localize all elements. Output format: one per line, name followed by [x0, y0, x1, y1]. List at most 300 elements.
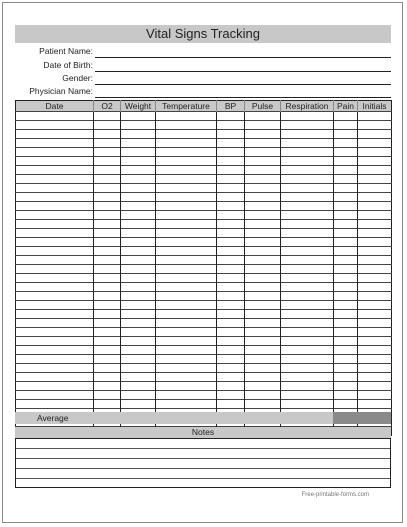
table-cell[interactable] [156, 355, 217, 364]
table-cell[interactable] [358, 346, 392, 355]
table-cell[interactable] [156, 301, 217, 310]
table-cell[interactable] [358, 238, 392, 247]
table-cell[interactable] [121, 256, 156, 265]
table-cell[interactable] [16, 220, 94, 229]
table-cell[interactable] [94, 238, 121, 247]
table-cell[interactable] [16, 292, 94, 301]
table-cell[interactable] [334, 400, 358, 409]
table-cell[interactable] [121, 247, 156, 256]
table-cell[interactable] [281, 364, 334, 373]
table-cell[interactable] [217, 220, 245, 229]
table-cell[interactable] [16, 301, 94, 310]
table-cell[interactable] [16, 382, 94, 391]
table-cell[interactable] [121, 139, 156, 148]
table-cell[interactable] [217, 301, 245, 310]
table-cell[interactable] [334, 301, 358, 310]
table-cell[interactable] [281, 292, 334, 301]
table-cell[interactable] [217, 256, 245, 265]
table-cell[interactable] [94, 166, 121, 175]
table-cell[interactable] [121, 337, 156, 346]
table-cell[interactable] [156, 346, 217, 355]
table-cell[interactable] [281, 373, 334, 382]
table-cell[interactable] [16, 202, 94, 211]
table-cell[interactable] [334, 346, 358, 355]
table-cell[interactable] [217, 382, 245, 391]
table-cell[interactable] [156, 202, 217, 211]
table-cell[interactable] [245, 337, 281, 346]
table-cell[interactable] [16, 247, 94, 256]
table-cell[interactable] [156, 274, 217, 283]
table-cell[interactable] [358, 220, 392, 229]
table-cell[interactable] [334, 211, 358, 220]
table-cell[interactable] [94, 355, 121, 364]
table-cell[interactable] [94, 229, 121, 238]
table-cell[interactable] [156, 175, 217, 184]
table-cell[interactable] [334, 130, 358, 139]
table-cell[interactable] [334, 220, 358, 229]
table-cell[interactable] [121, 346, 156, 355]
table-cell[interactable] [156, 283, 217, 292]
table-cell[interactable] [94, 274, 121, 283]
table-cell[interactable] [358, 364, 392, 373]
table-cell[interactable] [281, 175, 334, 184]
table-cell[interactable] [156, 148, 217, 157]
table-cell[interactable] [281, 319, 334, 328]
table-cell[interactable] [121, 202, 156, 211]
table-cell[interactable] [245, 283, 281, 292]
table-cell[interactable] [94, 301, 121, 310]
table-cell[interactable] [16, 211, 94, 220]
table-cell[interactable] [358, 265, 392, 274]
table-cell[interactable] [217, 229, 245, 238]
table-cell[interactable] [281, 220, 334, 229]
table-cell[interactable] [217, 130, 245, 139]
table-cell[interactable] [281, 247, 334, 256]
physician-name-field[interactable] [15, 85, 391, 98]
table-cell[interactable] [16, 337, 94, 346]
table-cell[interactable] [16, 175, 94, 184]
table-cell[interactable] [217, 184, 245, 193]
table-cell[interactable] [245, 382, 281, 391]
table-cell[interactable] [16, 148, 94, 157]
table-cell[interactable] [281, 112, 334, 121]
table-cell[interactable] [245, 184, 281, 193]
table-cell[interactable] [217, 274, 245, 283]
table-cell[interactable] [281, 139, 334, 148]
table-cell[interactable] [217, 157, 245, 166]
table-cell[interactable] [281, 301, 334, 310]
table-cell[interactable] [245, 256, 281, 265]
table-cell[interactable] [16, 274, 94, 283]
table-cell[interactable] [94, 346, 121, 355]
table-cell[interactable] [16, 310, 94, 319]
table-cell[interactable] [281, 229, 334, 238]
table-cell[interactable] [156, 328, 217, 337]
table-cell[interactable] [217, 391, 245, 400]
table-cell[interactable] [358, 292, 392, 301]
table-cell[interactable] [334, 175, 358, 184]
table-cell[interactable] [16, 319, 94, 328]
table-cell[interactable] [217, 238, 245, 247]
table-cell[interactable] [281, 391, 334, 400]
table-cell[interactable] [217, 265, 245, 274]
table-cell[interactable] [94, 112, 121, 121]
table-cell[interactable] [245, 400, 281, 409]
table-cell[interactable] [334, 229, 358, 238]
table-cell[interactable] [121, 121, 156, 130]
table-cell[interactable] [334, 238, 358, 247]
table-cell[interactable] [94, 202, 121, 211]
table-cell[interactable] [156, 265, 217, 274]
table-cell[interactable] [217, 328, 245, 337]
table-cell[interactable] [94, 220, 121, 229]
table-cell[interactable] [217, 373, 245, 382]
table-cell[interactable] [16, 193, 94, 202]
table-cell[interactable] [334, 157, 358, 166]
table-cell[interactable] [358, 391, 392, 400]
table-cell[interactable] [334, 148, 358, 157]
table-cell[interactable] [94, 130, 121, 139]
table-cell[interactable] [358, 337, 392, 346]
table-cell[interactable] [121, 310, 156, 319]
table-cell[interactable] [121, 265, 156, 274]
table-cell[interactable] [94, 211, 121, 220]
table-cell[interactable] [245, 346, 281, 355]
table-cell[interactable] [334, 184, 358, 193]
table-cell[interactable] [121, 211, 156, 220]
table-cell[interactable] [281, 328, 334, 337]
table-cell[interactable] [245, 373, 281, 382]
table-cell[interactable] [156, 310, 217, 319]
table-cell[interactable] [217, 121, 245, 130]
table-cell[interactable] [334, 166, 358, 175]
table-cell[interactable] [281, 184, 334, 193]
table-cell[interactable] [334, 256, 358, 265]
table-cell[interactable] [121, 382, 156, 391]
table-cell[interactable] [245, 130, 281, 139]
table-cell[interactable] [334, 283, 358, 292]
table-cell[interactable] [217, 346, 245, 355]
table-cell[interactable] [121, 175, 156, 184]
table-cell[interactable] [156, 139, 217, 148]
table-cell[interactable] [245, 274, 281, 283]
table-cell[interactable] [281, 211, 334, 220]
table-cell[interactable] [245, 391, 281, 400]
table-cell[interactable] [358, 211, 392, 220]
table-cell[interactable] [16, 229, 94, 238]
table-cell[interactable] [334, 328, 358, 337]
table-cell[interactable] [94, 400, 121, 409]
table-cell[interactable] [245, 229, 281, 238]
table-cell[interactable] [121, 220, 156, 229]
table-cell[interactable] [334, 337, 358, 346]
table-cell[interactable] [156, 400, 217, 409]
table-cell[interactable] [334, 274, 358, 283]
table-cell[interactable] [281, 157, 334, 166]
table-cell[interactable] [245, 238, 281, 247]
table-cell[interactable] [121, 283, 156, 292]
table-cell[interactable] [358, 256, 392, 265]
table-cell[interactable] [358, 229, 392, 238]
table-cell[interactable] [217, 175, 245, 184]
table-cell[interactable] [358, 328, 392, 337]
table-cell[interactable] [334, 247, 358, 256]
table-cell[interactable] [217, 112, 245, 121]
table-cell[interactable] [121, 130, 156, 139]
table-cell[interactable] [358, 112, 392, 121]
table-cell[interactable] [94, 139, 121, 148]
table-cell[interactable] [281, 400, 334, 409]
table-cell[interactable] [358, 373, 392, 382]
table-cell[interactable] [94, 337, 121, 346]
table-cell[interactable] [94, 157, 121, 166]
table-cell[interactable] [358, 130, 392, 139]
table-cell[interactable] [358, 193, 392, 202]
table-cell[interactable] [217, 148, 245, 157]
table-cell[interactable] [358, 400, 392, 409]
table-cell[interactable] [94, 175, 121, 184]
table-cell[interactable] [281, 355, 334, 364]
table-cell[interactable] [281, 121, 334, 130]
table-cell[interactable] [245, 355, 281, 364]
table-cell[interactable] [16, 112, 94, 121]
table-cell[interactable] [156, 391, 217, 400]
table-cell[interactable] [217, 319, 245, 328]
table-cell[interactable] [16, 355, 94, 364]
table-cell[interactable] [358, 382, 392, 391]
table-cell[interactable] [156, 292, 217, 301]
table-cell[interactable] [156, 364, 217, 373]
table-cell[interactable] [94, 193, 121, 202]
table-cell[interactable] [121, 274, 156, 283]
table-cell[interactable] [358, 157, 392, 166]
table-cell[interactable] [358, 148, 392, 157]
table-cell[interactable] [156, 337, 217, 346]
table-cell[interactable] [245, 193, 281, 202]
table-cell[interactable] [16, 373, 94, 382]
table-cell[interactable] [281, 256, 334, 265]
table-cell[interactable] [121, 148, 156, 157]
table-cell[interactable] [245, 157, 281, 166]
table-cell[interactable] [94, 184, 121, 193]
table-cell[interactable] [156, 373, 217, 382]
table-cell[interactable] [245, 139, 281, 148]
table-cell[interactable] [156, 157, 217, 166]
table-cell[interactable] [281, 148, 334, 157]
table-cell[interactable] [156, 193, 217, 202]
table-cell[interactable] [156, 319, 217, 328]
table-cell[interactable] [217, 139, 245, 148]
table-cell[interactable] [358, 247, 392, 256]
table-cell[interactable] [334, 193, 358, 202]
table-cell[interactable] [334, 373, 358, 382]
table-cell[interactable] [156, 220, 217, 229]
table-cell[interactable] [94, 148, 121, 157]
table-cell[interactable] [16, 346, 94, 355]
table-cell[interactable] [94, 310, 121, 319]
table-cell[interactable] [121, 238, 156, 247]
table-cell[interactable] [358, 166, 392, 175]
table-cell[interactable] [334, 139, 358, 148]
table-cell[interactable] [358, 139, 392, 148]
table-cell[interactable] [94, 328, 121, 337]
table-cell[interactable] [217, 337, 245, 346]
table-cell[interactable] [358, 355, 392, 364]
table-cell[interactable] [156, 121, 217, 130]
table-cell[interactable] [121, 166, 156, 175]
table-cell[interactable] [217, 166, 245, 175]
table-cell[interactable] [94, 364, 121, 373]
table-cell[interactable] [334, 265, 358, 274]
table-cell[interactable] [94, 283, 121, 292]
table-cell[interactable] [245, 364, 281, 373]
table-cell[interactable] [281, 238, 334, 247]
table-cell[interactable] [217, 310, 245, 319]
table-cell[interactable] [121, 373, 156, 382]
table-cell[interactable] [156, 238, 217, 247]
table-cell[interactable] [281, 202, 334, 211]
table-cell[interactable] [334, 382, 358, 391]
table-cell[interactable] [245, 112, 281, 121]
table-cell[interactable] [334, 202, 358, 211]
table-cell[interactable] [94, 265, 121, 274]
table-cell[interactable] [245, 292, 281, 301]
date-of-birth-field[interactable] [15, 59, 391, 72]
table-cell[interactable] [334, 391, 358, 400]
table-cell[interactable] [121, 319, 156, 328]
table-cell[interactable] [245, 310, 281, 319]
table-cell[interactable] [94, 382, 121, 391]
table-cell[interactable] [121, 301, 156, 310]
table-cell[interactable] [156, 247, 217, 256]
table-cell[interactable] [16, 139, 94, 148]
table-cell[interactable] [16, 130, 94, 139]
table-cell[interactable] [16, 256, 94, 265]
table-cell[interactable] [94, 319, 121, 328]
table-cell[interactable] [121, 355, 156, 364]
table-cell[interactable] [245, 220, 281, 229]
table-cell[interactable] [16, 391, 94, 400]
table-cell[interactable] [217, 202, 245, 211]
table-cell[interactable] [245, 328, 281, 337]
table-cell[interactable] [94, 256, 121, 265]
table-cell[interactable] [358, 319, 392, 328]
table-cell[interactable] [217, 364, 245, 373]
table-cell[interactable] [16, 265, 94, 274]
table-cell[interactable] [334, 292, 358, 301]
table-cell[interactable] [156, 130, 217, 139]
table-cell[interactable] [94, 247, 121, 256]
table-cell[interactable] [156, 184, 217, 193]
patient-name-line[interactable] [95, 57, 391, 58]
table-cell[interactable] [334, 112, 358, 121]
table-cell[interactable] [358, 202, 392, 211]
table-cell[interactable] [245, 202, 281, 211]
table-cell[interactable] [16, 184, 94, 193]
table-cell[interactable] [217, 247, 245, 256]
table-cell[interactable] [358, 175, 392, 184]
table-cell[interactable] [358, 121, 392, 130]
table-cell[interactable] [156, 166, 217, 175]
table-cell[interactable] [358, 310, 392, 319]
table-cell[interactable] [16, 364, 94, 373]
table-cell[interactable] [245, 319, 281, 328]
table-cell[interactable] [121, 400, 156, 409]
gender-field[interactable] [15, 72, 391, 85]
table-cell[interactable] [16, 121, 94, 130]
table-cell[interactable] [217, 283, 245, 292]
table-cell[interactable] [281, 346, 334, 355]
table-cell[interactable] [334, 355, 358, 364]
physician-name-line[interactable] [95, 97, 391, 98]
table-cell[interactable] [358, 301, 392, 310]
table-cell[interactable] [217, 400, 245, 409]
table-cell[interactable] [245, 301, 281, 310]
table-cell[interactable] [16, 238, 94, 247]
table-cell[interactable] [217, 193, 245, 202]
table-cell[interactable] [121, 364, 156, 373]
table-cell[interactable] [281, 193, 334, 202]
table-cell[interactable] [156, 382, 217, 391]
table-cell[interactable] [94, 292, 121, 301]
table-cell[interactable] [94, 121, 121, 130]
table-cell[interactable] [121, 229, 156, 238]
table-cell[interactable] [16, 166, 94, 175]
table-cell[interactable] [121, 292, 156, 301]
table-cell[interactable] [245, 211, 281, 220]
table-cell[interactable] [121, 328, 156, 337]
table-cell[interactable] [281, 130, 334, 139]
table-cell[interactable] [358, 274, 392, 283]
table-cell[interactable] [245, 148, 281, 157]
table-cell[interactable] [156, 112, 217, 121]
notes-area[interactable] [15, 438, 391, 488]
table-cell[interactable] [156, 256, 217, 265]
table-cell[interactable] [121, 184, 156, 193]
table-cell[interactable] [121, 157, 156, 166]
table-cell[interactable] [358, 184, 392, 193]
table-cell[interactable] [121, 391, 156, 400]
table-cell[interactable] [16, 283, 94, 292]
table-cell[interactable] [121, 112, 156, 121]
table-cell[interactable] [245, 121, 281, 130]
table-cell[interactable] [281, 310, 334, 319]
table-cell[interactable] [16, 400, 94, 409]
table-cell[interactable] [156, 229, 217, 238]
table-cell[interactable] [334, 364, 358, 373]
table-cell[interactable] [245, 265, 281, 274]
table-cell[interactable] [281, 337, 334, 346]
table-cell[interactable] [217, 292, 245, 301]
table-cell[interactable] [358, 283, 392, 292]
table-cell[interactable] [334, 121, 358, 130]
table-cell[interactable] [94, 373, 121, 382]
table-cell[interactable] [94, 391, 121, 400]
table-cell[interactable] [281, 283, 334, 292]
table-cell[interactable] [217, 355, 245, 364]
table-cell[interactable] [245, 166, 281, 175]
table-cell[interactable] [217, 211, 245, 220]
table-cell[interactable] [156, 211, 217, 220]
table-cell[interactable] [121, 193, 156, 202]
table-cell[interactable] [245, 175, 281, 184]
table-cell[interactable] [16, 328, 94, 337]
table-cell[interactable] [334, 319, 358, 328]
table-cell[interactable] [281, 265, 334, 274]
table-cell[interactable] [281, 274, 334, 283]
table-cell[interactable] [16, 157, 94, 166]
table-cell[interactable] [245, 247, 281, 256]
